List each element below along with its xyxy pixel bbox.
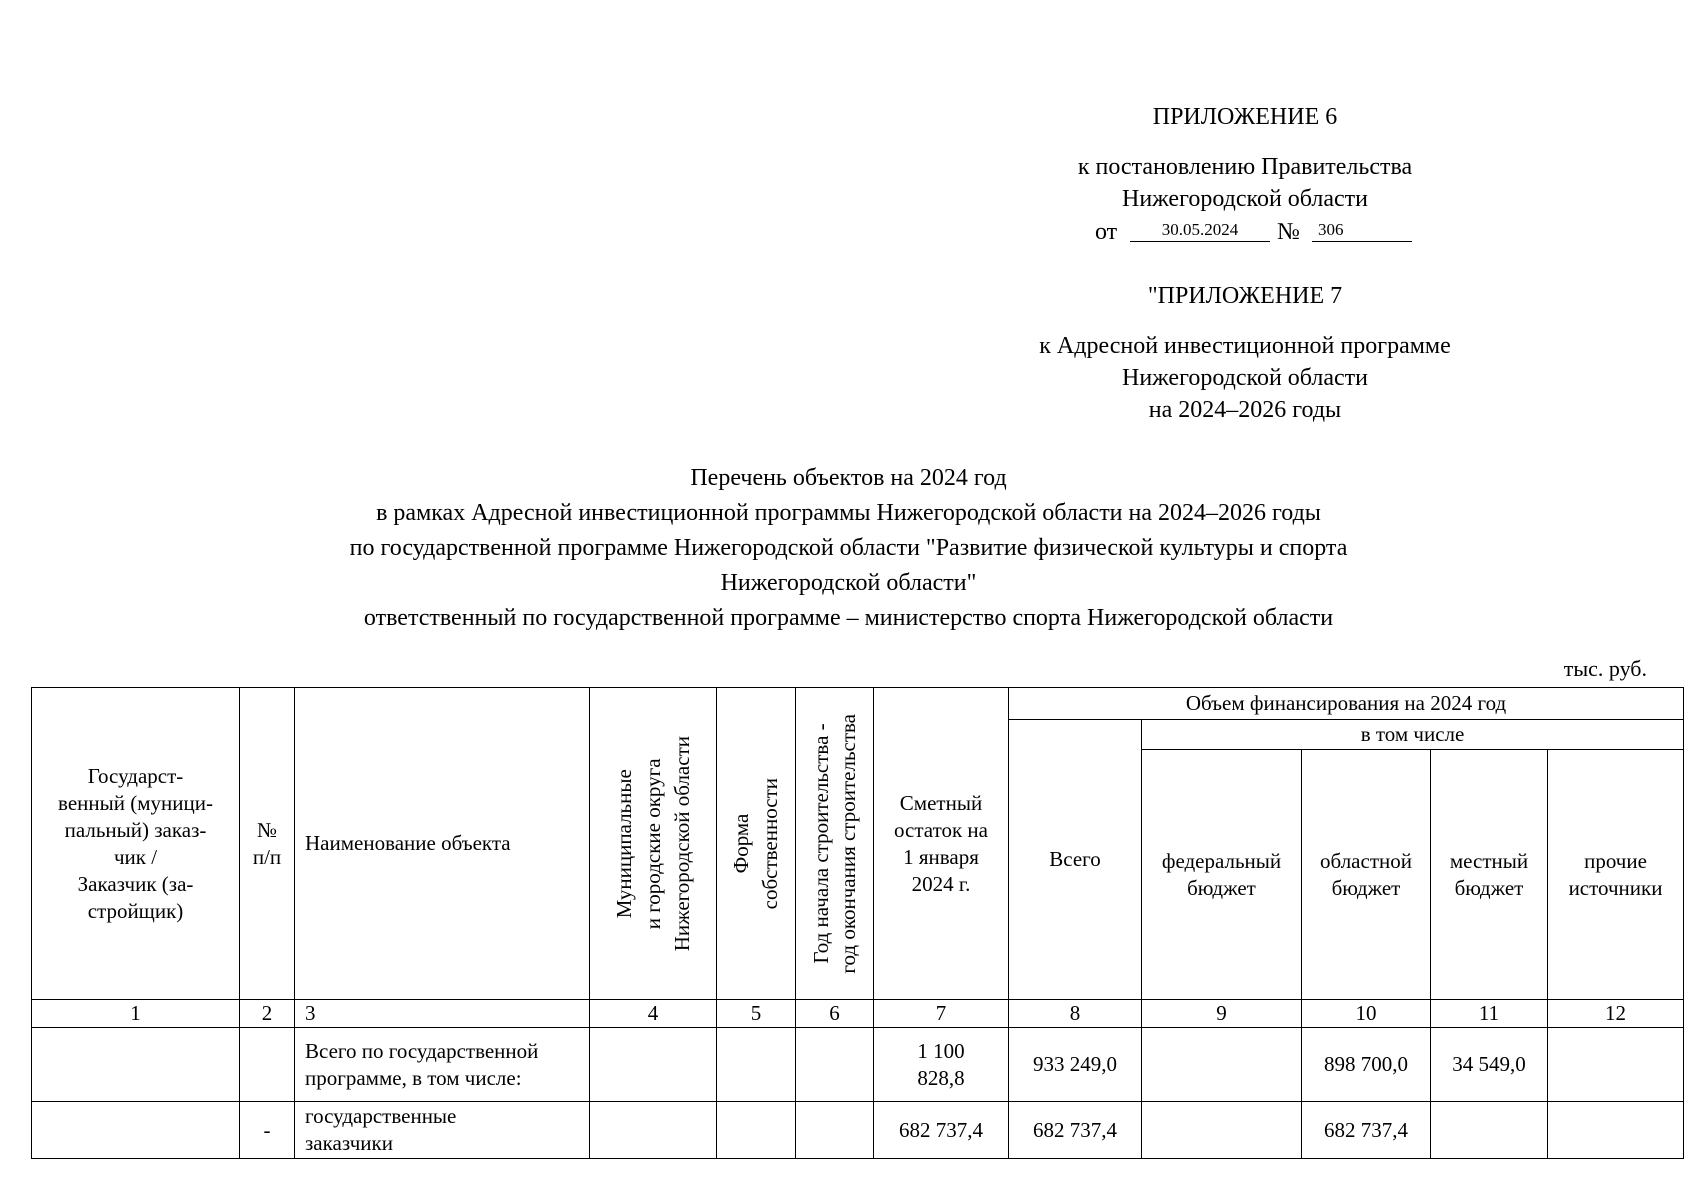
column-number: 11: [1431, 1000, 1548, 1028]
column-number: 5: [717, 1000, 796, 1028]
cell-federal: [1142, 1028, 1302, 1102]
cell-municipality: [590, 1102, 717, 1159]
cell-estimated-balance: 1 100 828,8: [874, 1028, 1009, 1102]
cell-total: 933 249,0: [1009, 1028, 1142, 1102]
column-number: 9: [1142, 1000, 1302, 1028]
cell-local: 34 549,0: [1431, 1028, 1548, 1102]
cell-other: [1548, 1102, 1684, 1159]
decree-date: 30.05.2024: [1130, 219, 1270, 242]
header-other: прочие источники: [1548, 750, 1684, 1000]
header-row-1: [32, 688, 1684, 720]
header-years: [796, 688, 874, 1000]
column-number: 12: [1548, 1000, 1684, 1028]
column-number: 1: [32, 1000, 240, 1028]
column-number: 8: [1009, 1000, 1142, 1028]
cell-municipality: [590, 1028, 717, 1102]
units-label: тыс. руб.: [1563, 656, 1647, 681]
column-number: 10: [1302, 1000, 1431, 1028]
sub-appendix-line3: на 2024–2026 годы: [1148, 397, 1342, 423]
header-federal: федеральный бюджет: [1142, 750, 1302, 1000]
column-numbers-row: [32, 1000, 1684, 1028]
cell-federal: [1142, 1102, 1302, 1159]
cell-regional: 682 737,4: [1302, 1102, 1431, 1159]
decree-number: 306: [1312, 219, 1412, 242]
header-estimated-balance: Сметный остаток на 1 января 2024 г.: [874, 688, 1009, 1000]
doc-title-line4: Нижегородской области": [720, 570, 977, 596]
cell-other: [1548, 1028, 1684, 1102]
cell-customer: [32, 1102, 240, 1159]
cell-customer: [32, 1028, 240, 1102]
header-including: в том числе: [1142, 720, 1684, 750]
cell-local: [1431, 1102, 1548, 1159]
sub-appendix-line2: Нижегородской области: [1121, 365, 1369, 391]
cell-estimated-balance: 682 737,4: [874, 1102, 1009, 1159]
cell-years: [796, 1028, 874, 1102]
appendix-to-line1: к постановлению Правительства: [1077, 154, 1413, 180]
cell-total: 682 737,4: [1009, 1102, 1142, 1159]
cell-ownership: [717, 1028, 796, 1102]
table-row: [32, 1102, 1684, 1159]
header-num: № п/п: [240, 688, 295, 1000]
date-prefix: от: [1095, 219, 1118, 245]
cell-object-name: Всего по государственной программе, в том числе:: [295, 1028, 590, 1102]
header-local: местный бюджет: [1431, 750, 1548, 1000]
column-number: 4: [590, 1000, 717, 1028]
doc-title-line1: Перечень объектов на 2024 год: [690, 465, 1007, 491]
column-number: 3: [295, 1000, 590, 1028]
table-row: [32, 1028, 1684, 1102]
cell-object-name: государственные заказчики: [295, 1102, 590, 1159]
cell-ownership: [717, 1102, 796, 1159]
header-municipality: [590, 688, 717, 1000]
header-financing-volume: Объем финансирования на 2024 год: [1009, 688, 1684, 720]
header-total: Всего: [1009, 720, 1142, 1000]
doc-title-line3: по государственной программе Нижегородской области "Развитие физической культуры и спорта: [349, 535, 1348, 561]
cell-num: -: [240, 1102, 295, 1159]
column-number: 2: [240, 1000, 295, 1028]
header-object-name: Наименование объекта: [295, 688, 590, 1000]
appendix-title: ПРИЛОЖЕНИЕ 6: [1152, 104, 1338, 130]
header-ownership: [717, 688, 796, 1000]
sub-appendix-title: "ПРИЛОЖЕНИЕ 7: [1147, 283, 1343, 309]
column-number: 6: [796, 1000, 874, 1028]
appendix-to-line2: Нижегородской области: [1121, 186, 1369, 212]
number-prefix: №: [1277, 219, 1300, 245]
column-number: 7: [874, 1000, 1009, 1028]
cell-regional: 898 700,0: [1302, 1028, 1431, 1102]
cell-years: [796, 1102, 874, 1159]
doc-title-line5: ответственный по государственной программе – министерство спорта Нижегородской области: [363, 605, 1334, 631]
header-years-text: Год начала строительства - год окончания строительства: [808, 713, 860, 974]
header-regional: областной бюджет: [1302, 750, 1431, 1000]
doc-title-line2: в рамках Адресной инвестиционной программы Нижегородской области на 2024–2026 годы: [376, 500, 1321, 526]
header-customer: Государст- венный (муници- пальный) заказ- чик / Заказчик (за- стройщик): [32, 688, 240, 1000]
sub-appendix-line1: к Адресной инвестиционной программе: [1039, 333, 1451, 359]
header-municipality-text: Муниципальные и городские округа Нижегородской области: [611, 735, 694, 952]
header-ownership-text: Форма собственности: [729, 777, 782, 910]
objects-table: [31, 687, 1684, 1159]
cell-num: [240, 1028, 295, 1102]
